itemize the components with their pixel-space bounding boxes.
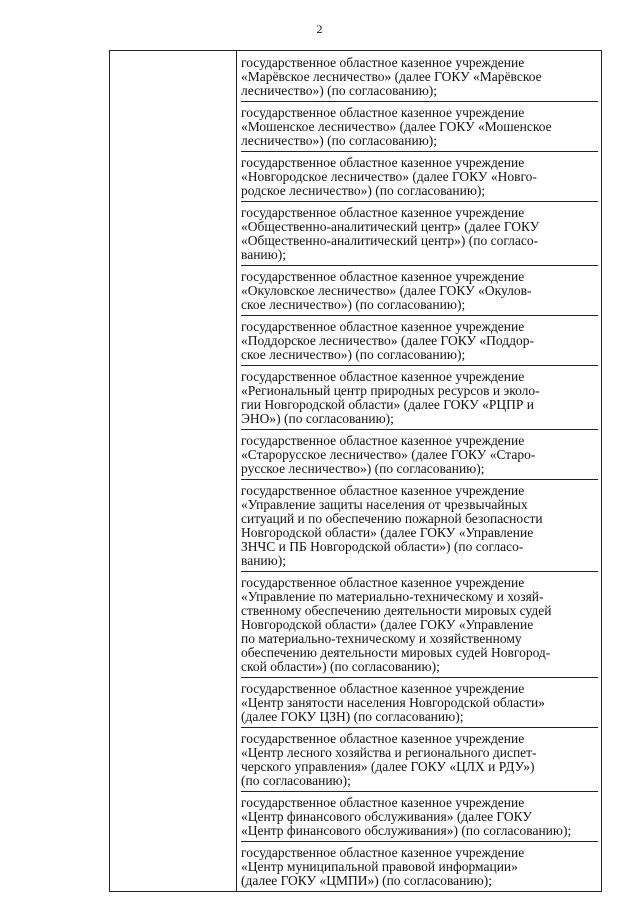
entry-text-line: государственное областное казенное учреждение (241, 205, 525, 220)
entry-text-line: государственное областное казенное учреждение (241, 731, 525, 746)
entry-text-line: ЭНО») (по согласованию); (241, 411, 394, 426)
institution-list (241, 56, 598, 888)
institution-entry (241, 106, 598, 152)
entry-text-line: «Центр финансового обслуживания» (далее ГОКУ (241, 809, 532, 824)
entry-text-line: государственное областное казенное учреждение (241, 681, 525, 696)
entry-text-line: по материально-техническому и хозяйственному (241, 631, 522, 646)
entry-text-line: Новгородской области» (далее ГОКУ «Управление (241, 525, 534, 540)
entry-text-line: ЗНЧС и ПБ Новгородской области») (по согласо- (241, 539, 524, 554)
entry-text-line: «Старорусское лесничество» (далее ГОКУ «Старо- (241, 447, 536, 462)
entry-text-line: государственное областное казенное учреждение (241, 55, 525, 70)
table-row (110, 51, 602, 892)
institution-entry (241, 576, 598, 678)
entry-text-line: «Поддорское лесничество» (далее ГОКУ «Поддор- (241, 333, 534, 348)
institution-entry (241, 370, 598, 430)
institution-entry (241, 206, 598, 266)
entry-text-line: ситуаций и по обеспечению пожарной безопасности (241, 511, 543, 526)
entry-text-line: ванию); (241, 247, 286, 262)
entry-text-line: государственное областное казенное учреждение (241, 319, 525, 334)
institution-entry (241, 846, 598, 888)
entry-text-line: государственное областное казенное учреждение (241, 433, 525, 448)
entry-text-line: «Центр занятости населения Новгородской области» (241, 695, 545, 710)
entry-text-line: «Мошенское лесничество» (далее ГОКУ «Мошенское (241, 119, 552, 134)
entry-text-line: ское лесничество») (по согласованию); (241, 297, 466, 312)
entry-text-line: ванию); (241, 553, 286, 568)
entry-text-line: «Центр муниципальной правовой информации» (241, 859, 518, 874)
entry-text-line: государственное областное казенное учреждение (241, 483, 525, 498)
entry-text-line: русское лесничество») (по согласованию); (241, 461, 485, 476)
entry-text-line: государственное областное казенное учреждение (241, 575, 525, 590)
entry-text-line: государственное областное казенное учреждение (241, 155, 525, 170)
entry-text-line: ской области») (по согласованию); (241, 659, 440, 674)
entry-text-line: ское лесничество») (по согласованию); (241, 347, 466, 362)
entry-text-line: «Общественно-аналитический центр») (по согласо- (241, 233, 539, 248)
entry-text-line: лесничество») (по согласованию); (241, 83, 438, 98)
institution-entry (241, 434, 598, 480)
entry-text-line: государственное областное казенное учреждение (241, 795, 525, 810)
entry-text-line: «Марёвское лесничество» (далее ГОКУ «Марёвское (241, 69, 542, 84)
institution-entry (241, 484, 598, 572)
document-table (109, 50, 602, 892)
page-number: 2 (316, 22, 323, 36)
entry-text-line: гии Новгородской области» (далее ГОКУ «РЦПР и (241, 397, 534, 412)
entry-text-line: лесничество») (по согласованию); (241, 133, 438, 148)
institution-entry (241, 732, 598, 792)
entry-text-line: обеспечению деятельности мировых судей Новгород- (241, 645, 551, 660)
institution-entry (241, 320, 598, 366)
entry-text-line: «Новгородское лесничество» (далее ГОКУ «Новго- (241, 169, 537, 184)
entry-text-line: родское лесничество») (по согласованию); (241, 183, 486, 198)
entry-text-line: «Центр лесного хозяйства и регионального диспет- (241, 745, 537, 760)
entry-text-line: черского управления» (далее ГОКУ «ЦЛХ и РДУ») (241, 759, 535, 774)
entry-text-line: государственное областное казенное учреждение (241, 269, 525, 284)
institution-entry (241, 270, 598, 316)
entry-text-line: (по согласованию); (241, 773, 351, 788)
entry-text-line: «Окуловское лесничество» (далее ГОКУ «Окулов- (241, 283, 532, 298)
entry-text-line: «Управление по материально-техническому и хозяй- (241, 589, 544, 604)
entry-text-line: (далее ГОКУ «ЦМПИ») (по согласованию); (241, 873, 492, 888)
entry-text-line: «Управление защиты населения от чрезвычайных (241, 497, 528, 512)
institution-entry (241, 56, 598, 102)
institution-entry (241, 796, 598, 842)
entry-text-line: Новгородской области» (далее ГОКУ «Управление (241, 617, 534, 632)
entry-text-line: ственному обеспечению деятельности мировых судей (241, 603, 552, 618)
institution-entry (241, 156, 598, 202)
entry-text-line: государственное областное казенное учреждение (241, 845, 525, 860)
entry-text-line: «Центр финансового обслуживания») (по согласованию); (241, 823, 572, 838)
entry-text-line: «Общественно-аналитический центр» (далее ГОКУ (241, 219, 540, 234)
institution-entry (241, 682, 598, 728)
institutions-cell (237, 51, 602, 892)
entry-text-line: (далее ГОКУ ЦЗН) (по согласованию); (241, 709, 464, 724)
entry-text-line: государственное областное казенное учреждение (241, 369, 525, 384)
empty-left-cell (110, 51, 237, 892)
entry-text-line: государственное областное казенное учреждение (241, 105, 525, 120)
entry-text-line: «Региональный центр природных ресурсов и эколо- (241, 383, 540, 398)
